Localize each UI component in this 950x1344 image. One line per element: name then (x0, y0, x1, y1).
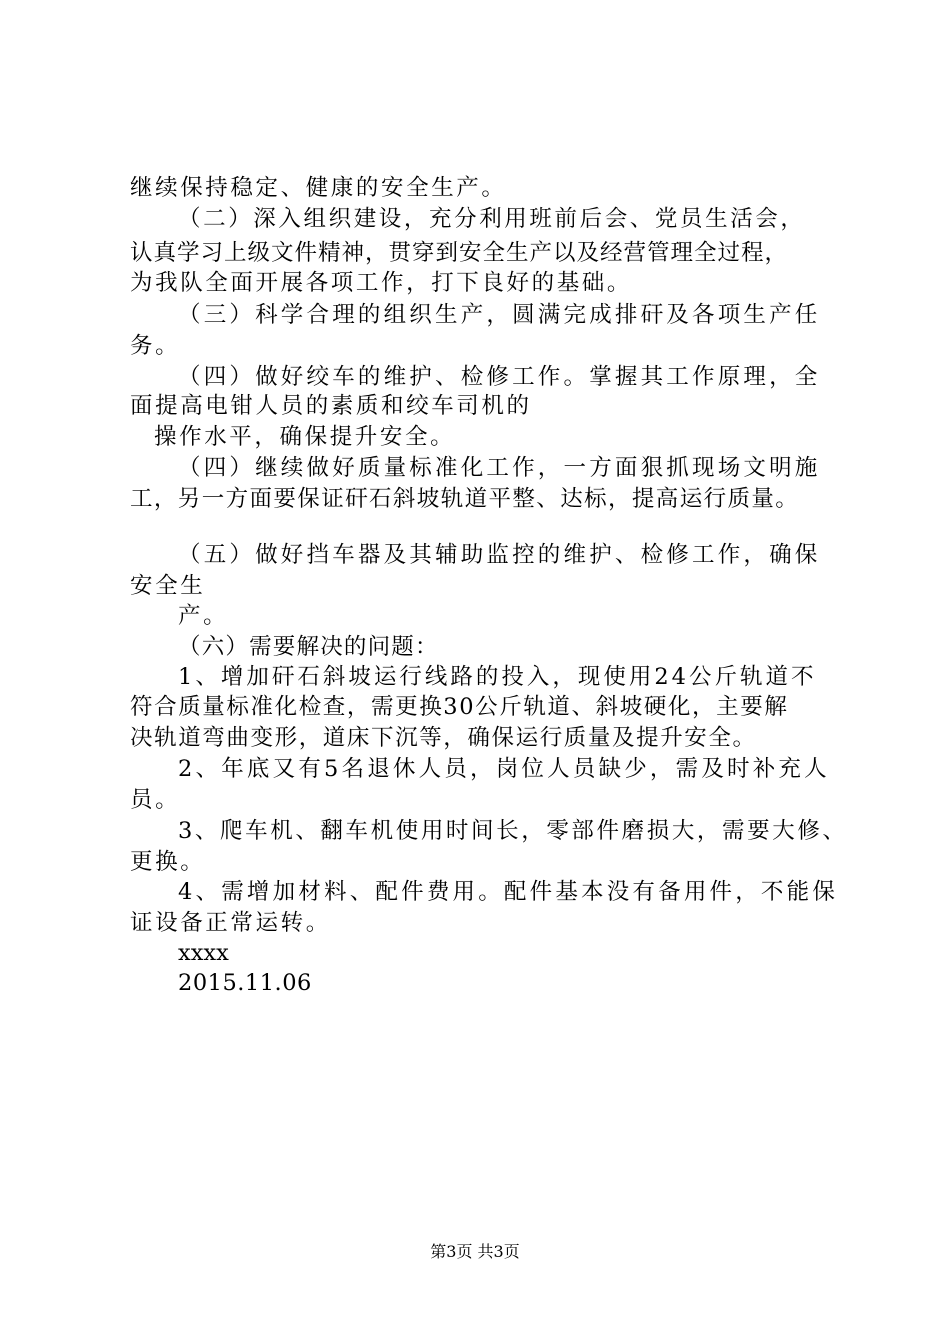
page-footer: 第3页 共3页 (430, 1242, 520, 1261)
body-line: 务。 (130, 333, 181, 359)
body-line: 产。 (178, 603, 229, 629)
body-line: 员。 (130, 787, 181, 813)
body-line: 符合质量标准化检查，需更换30公斤轨道、斜坡硬化，主要解 (130, 694, 789, 720)
body-line: （二）深入组织建设，充分利用班前后会、党员生活会， (178, 206, 806, 232)
body-line: 认真学习上级文件精神，贯穿到安全生产以及经营管理全过程， (130, 240, 789, 266)
body-line: 4、需增加材料、配件费用。配件基本没有备用件，不能保 (178, 879, 839, 905)
document-date: 2015.11.06 (178, 970, 312, 996)
signature-name: xxxx (178, 940, 229, 966)
body-line: 为我队全面开展各项工作，打下良好的基础。 (130, 270, 633, 296)
body-line: 更换。 (130, 849, 206, 875)
body-line: （三）科学合理的组织生产，圆满完成排矸及各项生产任 (178, 302, 821, 328)
body-line: 决轨道弯曲变形，道床下沉等，确保运行质量及提升安全。 (130, 725, 757, 751)
body-line: 3、爬车机、翻车机使用时间长，零部件磨损大，需要大修、 (178, 818, 848, 844)
body-line: 证设备正常运转。 (130, 910, 331, 936)
body-line: 工，另一方面要保证矸石斜坡轨道平整、达标，提高运行质量。 (130, 486, 800, 512)
body-line: 1、增加矸石斜坡运行线路的投入，现使用24公斤轨道不 (178, 664, 817, 690)
body-line: （四）做好绞车的维护、检修工作。掌握其工作原理，全 (178, 364, 821, 390)
body-line: （六）需要解决的问题： (178, 634, 439, 660)
body-line: 面提高电钳人员的素质和绞车司机的 (130, 393, 532, 419)
body-line: （五）做好挡车器及其辅助监控的维护、检修工作，确保 (178, 542, 821, 568)
body-line: 继续保持稳定、健康的安全生产。 (130, 175, 507, 201)
body-line: 2、年底又有5名退休人员，岗位人员缺少，需及时补充人 (178, 756, 830, 782)
body-line: 操作水平，确保提升安全。 (154, 424, 456, 450)
body-line: （四）继续做好质量标准化工作，一方面狠抓现场文明施 (178, 455, 821, 481)
body-line: 安全生 (130, 573, 206, 599)
